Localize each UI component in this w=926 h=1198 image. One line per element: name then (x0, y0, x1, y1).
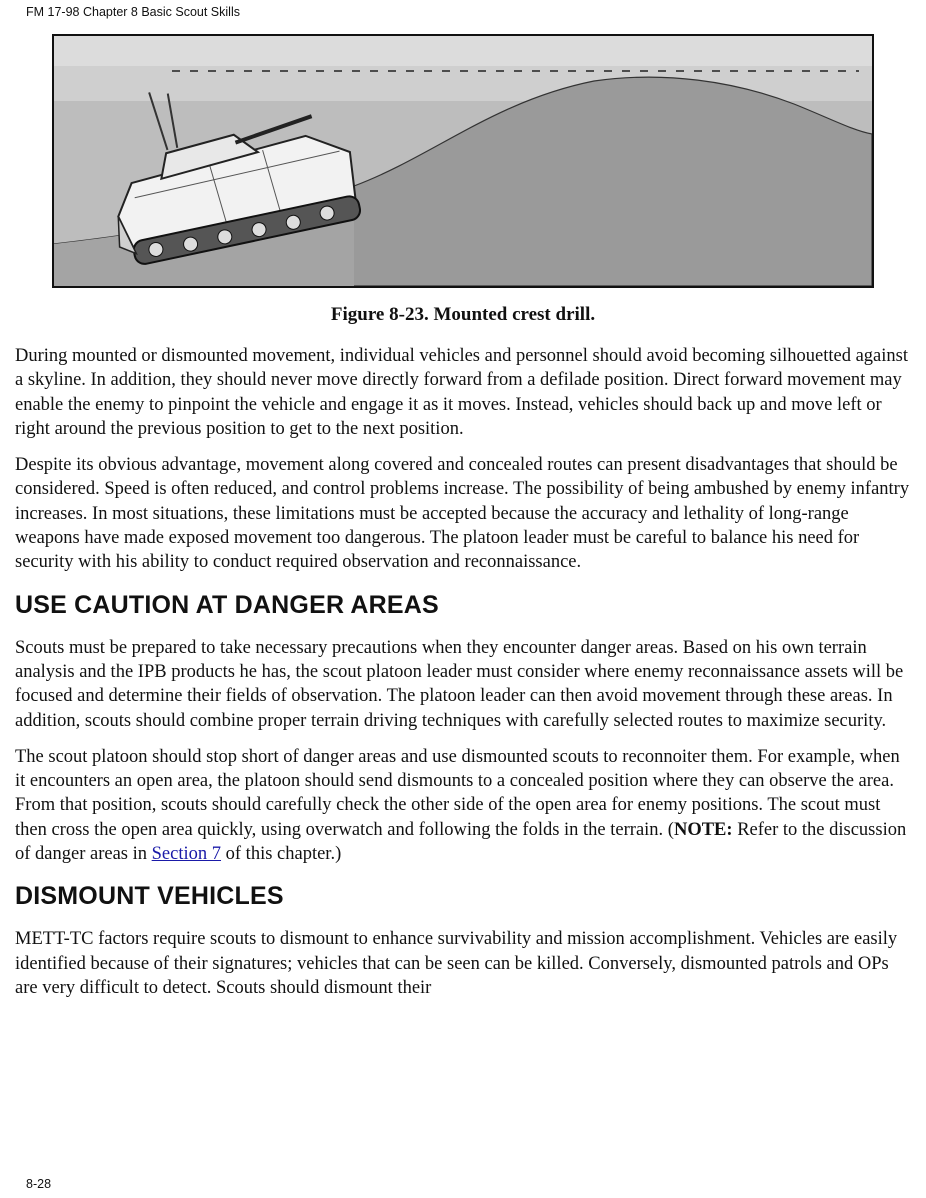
page-number: 8-28 (26, 1177, 52, 1191)
section-heading: DISMOUNT VEHICLES (15, 882, 284, 911)
figure-caption: Figure 8-23. Mounted crest drill. (330, 304, 596, 325)
sky-band (54, 36, 872, 66)
paragraph-text: Refer to the discussion of danger areas in (15, 819, 907, 865)
paragraph: During mounted or dismounted movement, individual vehicles and personnel should avoid becoming silhouetted against a skyline. In addition, they should never move directly forward from a defilade position. Direct forward movement may enable the enemy to pinpoint the vehicle and engage it as it moves. Instead, vehicles should back up and move left or right around the previous position to get to the next position. (15, 346, 908, 439)
figure-illustration (54, 36, 872, 286)
running-header: FM 17-98 Chapter 8 Basic Scout Skills (26, 5, 240, 19)
document-body (15, 344, 910, 1012)
section-7-link[interactable]: Section 7 (151, 844, 222, 865)
note-label: NOTE: (673, 819, 733, 840)
mounted-crest-drill-figure (52, 34, 874, 288)
section-heading: USE CAUTION AT DANGER AREAS (15, 590, 439, 619)
paragraph: Despite its obvious advantage, movement along covered and concealed routes can present disadvantages that should be considered. Speed is often reduced, and control problems increase. The possibility of being ambushed by enemy infantry increases. In most situations, these limitations must be accepted because the accuracy and lethality of long-range weapons have made exposed movement too dangerous. The platoon leader must be careful to balance his need for security with his ability to conduct required observation and reconnaissance. (15, 455, 910, 573)
paragraph-text: The scout platoon should stop short of danger areas and use dismounted scouts to reconnoiter them. For example, when it encounters an open area, the platoon should send dismounts to a concealed position where they can observe the area. From that position, scouts should carefully check the other side of the open area for enemy positions. The scout must then cross the open area quickly, using overwatch and following the folds in the terrain. ( (15, 746, 900, 840)
paragraph: Scouts must be prepared to take necessary precautions when they encounter danger areas. Based on his own terrain analysis and the IPB products he has, the scout platoon leader must consider where enemy reconnaissance assets will be focused and determine their fields of observation. The platoon leader can then avoid movement through these areas. In addition, scouts should combine proper terrain driving techniques with carefully selected routes to maximize security. (15, 637, 904, 731)
paragraph (15, 745, 910, 866)
paragraph-text: of this chapter.) (221, 844, 342, 865)
paragraph: METT-TC factors require scouts to dismount to enhance survivability and mission accomplishment. Vehicles are easily identified because of their signatures; vehicles that can be seen can be killed. Conversely, dismounted patrols and OPs are very difficult to detect. Scouts should dismount their (15, 929, 898, 998)
